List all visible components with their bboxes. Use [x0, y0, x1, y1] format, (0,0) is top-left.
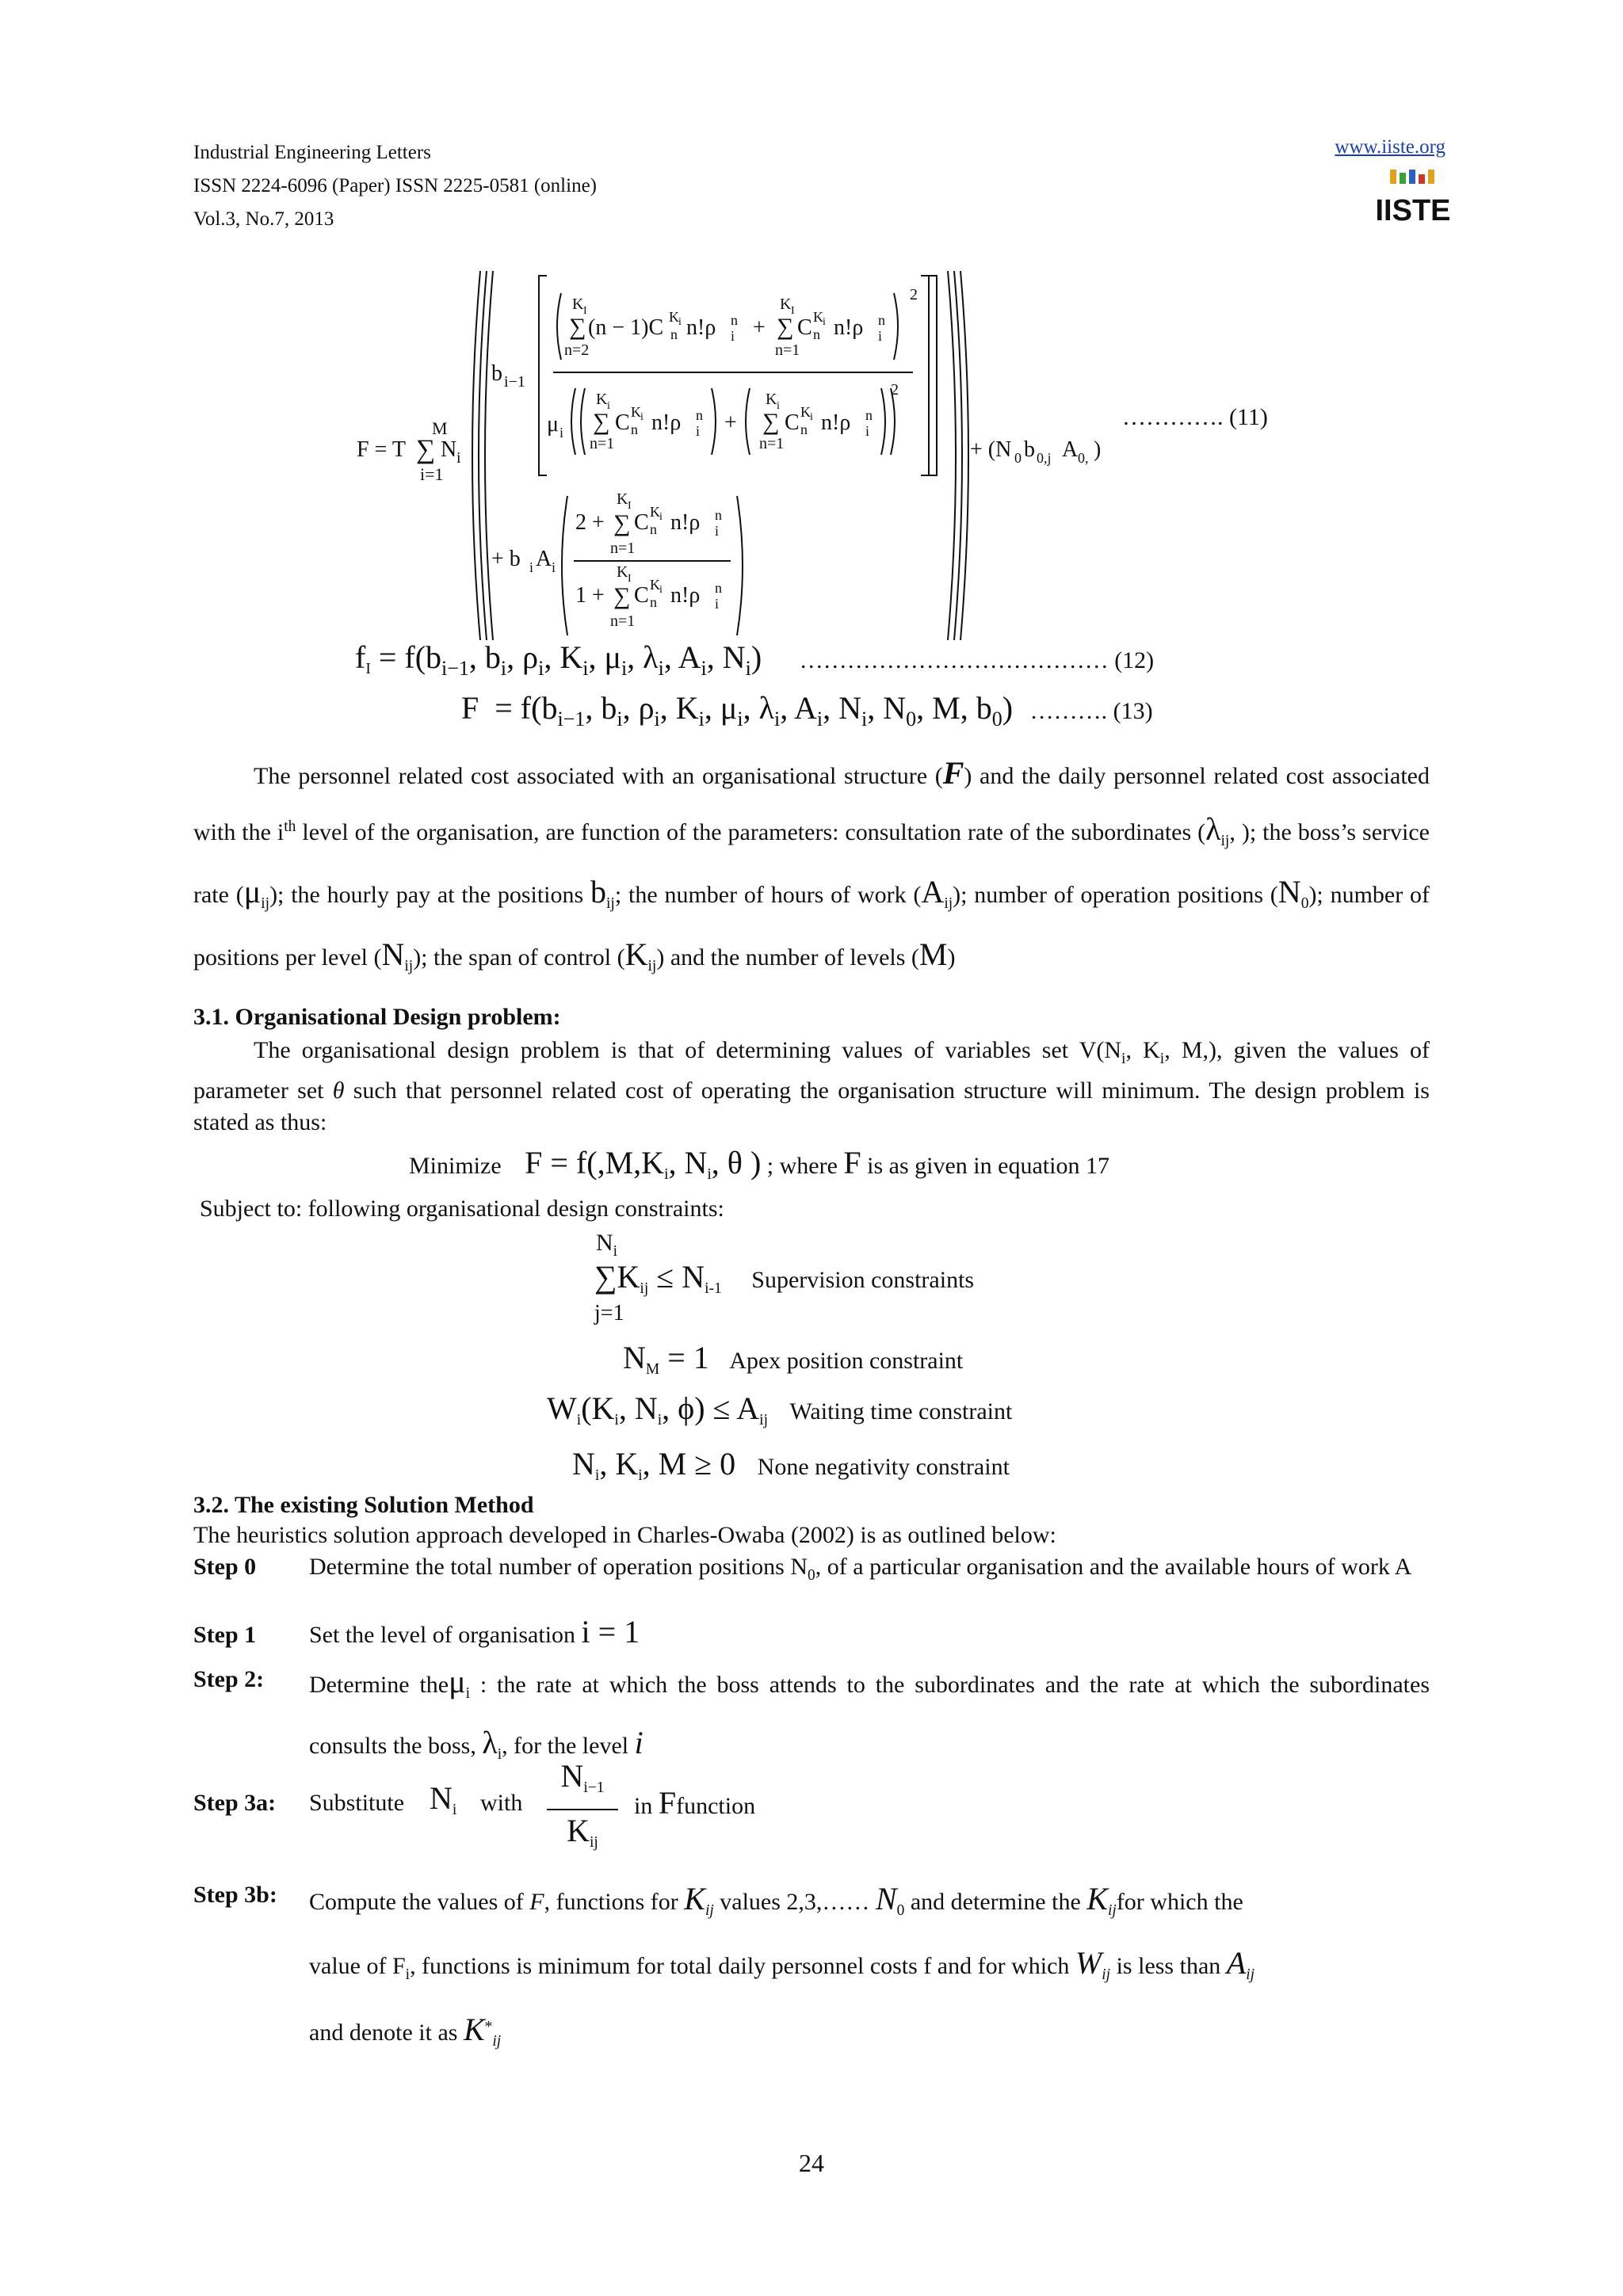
- eq11-b: b: [491, 361, 502, 386]
- svg-text:i: i: [715, 523, 720, 539]
- svg-text:i: i: [659, 584, 663, 596]
- svg-text:i: i: [659, 511, 663, 523]
- eq11-label: …………. (11): [1122, 404, 1268, 430]
- svg-text:1 +: 1 +: [575, 583, 605, 608]
- equation-12: $f_I = f(b_{i-1}$, $b_i$, $\rho_i$, $K_i$, $\mu_i$, $\lambda_i$, $A_i$, $N_i$) ………………………………… (12): [355, 639, 1155, 680]
- svg-text:K: K: [631, 404, 641, 420]
- svg-text:n!ρ: n!ρ: [670, 583, 701, 608]
- section-3-2-intro: The heuristics solution approach developed in Charles-Owaba (2002) is as outlined below:: [193, 1522, 1056, 1548]
- svg-text:n=1: n=1: [590, 435, 615, 452]
- svg-text:∑: ∑: [613, 583, 631, 609]
- eq11-mu: μ: [547, 412, 559, 437]
- step-3a-text: Substitute $N_i$ with $N_{i-1}$ $K_{ij}$ in Ffunction: [309, 1760, 1430, 1855]
- svg-text:2: 2: [910, 286, 918, 303]
- constraint-1-bot: j=1: [594, 1301, 624, 1325]
- svg-text:I: I: [628, 500, 632, 512]
- constraint-waiting: $W_i(K_i$, $N_i$, $\phi) \le A_{ij}$ Waiting time constraint: [547, 1390, 1013, 1428]
- journal-name: Industrial Engineering Letters: [193, 142, 431, 163]
- eq11-sum-top: M: [432, 418, 448, 438]
- svg-text:n=1: n=1: [775, 341, 800, 359]
- svg-text:∑: ∑: [569, 314, 586, 340]
- svg-text:C: C: [634, 583, 649, 608]
- svg-text:n: n: [670, 326, 678, 342]
- step-0-label: Step 0: [193, 1554, 257, 1580]
- svg-text:K: K: [617, 563, 628, 581]
- svg-text:n!ρ: n!ρ: [651, 410, 682, 435]
- svg-text:K: K: [650, 577, 660, 593]
- eq11-N-sub: i: [456, 449, 461, 467]
- svg-text:b: b: [1024, 437, 1035, 462]
- svg-text:∑: ∑: [613, 510, 631, 536]
- constraint-apex: $N_M = 1$ Apex position constraint: [623, 1340, 964, 1378]
- svg-text:K: K: [650, 504, 660, 520]
- svg-text:A: A: [536, 547, 552, 571]
- eq11-KI-1: K: [572, 296, 584, 313]
- svg-text:n: n: [696, 407, 703, 423]
- page-number: 24: [799, 2149, 824, 2177]
- svg-text:n: n: [813, 326, 820, 342]
- svg-text:n: n: [715, 507, 722, 523]
- constraint-nonnegativity: $N_i$, $K_i$, M ≥ 0 None negativity constraint: [572, 1446, 1010, 1484]
- svg-text:0: 0: [1014, 450, 1022, 466]
- svg-text:i: i: [777, 400, 780, 412]
- svg-text:K: K: [813, 309, 823, 325]
- svg-text:I: I: [628, 573, 632, 585]
- step-0-text: Determine the total number of operation positions $N_0$, of a particular organisation and the available hours of work A: [309, 1554, 1412, 1584]
- svg-text:i: i: [731, 328, 735, 344]
- svg-text:I: I: [583, 305, 587, 317]
- website-link[interactable]: www.iiste.org: [1335, 136, 1445, 158]
- svg-text:C: C: [797, 315, 812, 340]
- svg-text:i: i: [823, 316, 826, 328]
- step-3a-fraction: $N_{i-1}$ $K_{ij}$: [547, 1760, 618, 1859]
- svg-text:K: K: [617, 490, 628, 508]
- issn: ISSN 2224-6096 (Paper) ISSN 2225-0581 (online): [193, 175, 597, 196]
- svg-text:): ): [1094, 437, 1102, 462]
- svg-text:0,: 0,: [1078, 450, 1089, 466]
- step-1-label: Step 1: [193, 1622, 257, 1648]
- svg-text:i: i: [678, 316, 682, 328]
- svg-text:∑: ∑: [762, 409, 780, 435]
- svg-text:K: K: [669, 309, 679, 325]
- svg-text:i: i: [878, 328, 883, 344]
- equation-13: $F = f(b_{i-1}$, $b_i$, $\rho_i$, $K_i$, $\mu_i$, $\lambda_i$, $A_i$, $N_i$, $N_0$, M, $b_0$) ………. (13): [461, 690, 1153, 730]
- svg-text:i: i: [715, 596, 720, 612]
- svg-text:n: n: [650, 521, 657, 537]
- svg-text:n: n: [715, 580, 722, 596]
- svg-text:+: +: [724, 410, 737, 435]
- eq11-b-sub: i−1: [504, 373, 525, 391]
- step-3b-label: Step 3b:: [193, 1882, 277, 1908]
- eq11-N: N: [441, 437, 457, 462]
- eq11-lhs: F = T: [357, 437, 406, 462]
- minimize-line: Minimize $F = f(,M,K_i$, $N_i$, θ ) ; where F is as given in equation 17: [409, 1145, 1109, 1183]
- svg-text:n!ρ: n!ρ: [686, 315, 716, 340]
- eq11-tail: + (N: [970, 437, 1012, 462]
- svg-text:+: +: [753, 315, 766, 340]
- step-3a-label: Step 3a:: [193, 1790, 277, 1816]
- section-3-1-paragraph: The organisational design problem is that of determining values of variables set $V(N_i$, $K_i$, M,), given the values of parameter set θ such that personnel related cost of operating the organisation structure will minimum. The design problem is stated as thus:: [193, 1037, 1430, 1135]
- svg-text:I: I: [791, 305, 795, 317]
- svg-text:2: 2: [891, 381, 899, 399]
- svg-text:i: i: [607, 400, 610, 412]
- svg-text:C: C: [615, 410, 630, 435]
- constraint-1-top: $N_i$: [596, 1230, 618, 1260]
- svg-text:n: n: [650, 594, 657, 610]
- svg-text:0,j: 0,j: [1037, 450, 1052, 466]
- svg-text:n=1: n=1: [610, 612, 636, 630]
- svg-text:i: i: [552, 559, 556, 575]
- section-3-1-heading: 3.1. Organisational Design problem:: [193, 1004, 561, 1030]
- svg-text:n: n: [731, 312, 738, 328]
- svg-text:2 +: 2 +: [575, 510, 605, 535]
- section-3-2-heading: 3.2. The existing Solution Method: [193, 1492, 534, 1518]
- svg-text:i: i: [696, 423, 701, 439]
- svg-text:n!ρ: n!ρ: [821, 410, 851, 435]
- eq11-sum-bot: i=1: [420, 464, 444, 484]
- svg-text:i: i: [865, 423, 870, 439]
- subject-to: Subject to: following organisational design constraints:: [200, 1196, 724, 1222]
- paragraph-personnel-cost: The personnel related cost associated with an organisational structure (F) and the daily personnel related cost associated with the $i^{th}$ level of the organisation, are function of the parameters: consultation rate of the subordinates ($\lambda_{ij}$, ); the boss’s service rate $(\mu_{ij})$; the hourly pay at the positions $b_{ij}$; the number of hours of work $(A_{ij})$; number of operation positions $(N_0)$; number of positions per level $(N_{ij})$; the span of control $(K_{ij})$ and the number of levels (M): [193, 755, 1430, 974]
- step-1-text: Set the level of organisation i = 1: [309, 1614, 640, 1650]
- logo-text: IISTE: [1375, 194, 1451, 227]
- svg-text:n!ρ: n!ρ: [670, 510, 701, 535]
- svg-text:C: C: [634, 510, 649, 535]
- step-3b-text: Compute the values of F, functions for $K_{ij}$ values 2,3,…… $N_0$ and determine the $K_{ij}for$ which the value of $F_i$, functions is minimum for total daily personnel costs f and for which $W_{ij}$ is less than $A_{ij}$ and denote it as $K^*_{ij}$: [309, 1881, 1255, 2050]
- eq13-label: ………. (13): [1029, 698, 1153, 724]
- step-2-label: Step 2:: [193, 1666, 265, 1692]
- equation-11: [0, 261, 1623, 650]
- svg-text:A: A: [1062, 437, 1079, 462]
- svg-text:n!ρ: n!ρ: [834, 315, 864, 340]
- svg-text:C: C: [785, 410, 800, 435]
- svg-text:K: K: [800, 404, 811, 420]
- svg-text:n=1: n=1: [759, 435, 785, 452]
- eq12-label: ………………………………… (12): [799, 647, 1155, 673]
- eq11-num-term1: (n − 1)C: [588, 315, 664, 340]
- svg-text:n: n: [865, 407, 873, 423]
- svg-text:K: K: [766, 391, 777, 408]
- eq11-biAi: + b: [491, 547, 521, 571]
- svg-text:i: i: [640, 411, 643, 423]
- svg-text:i: i: [529, 559, 534, 575]
- svg-text:K: K: [780, 296, 792, 313]
- svg-text:n: n: [631, 421, 638, 437]
- svg-text:∑: ∑: [777, 314, 794, 340]
- svg-text:n: n: [878, 312, 885, 328]
- svg-text:n: n: [800, 421, 808, 437]
- svg-text:∑: ∑: [593, 409, 610, 435]
- iiste-logo-icon: [1375, 168, 1451, 228]
- eq11-sum-sign: ∑: [416, 435, 436, 464]
- step-2-text: Determine theμ$_i$ : the rate at which the boss attends to the subordinates and the rate at which the subordinates consults the boss, $\lambda_i$, for the level i: [309, 1664, 1430, 1763]
- volume: Vol.3, No.7, 2013: [193, 208, 334, 230]
- svg-text:n=1: n=1: [610, 540, 636, 557]
- svg-text:i: i: [810, 411, 813, 423]
- svg-text:i: i: [559, 425, 564, 441]
- svg-text:n=2: n=2: [564, 341, 590, 359]
- constraint-supervision: $\sum K_{ij} \le N_{i-1}$ Supervision constraints: [594, 1259, 975, 1297]
- svg-text:K: K: [596, 391, 608, 408]
